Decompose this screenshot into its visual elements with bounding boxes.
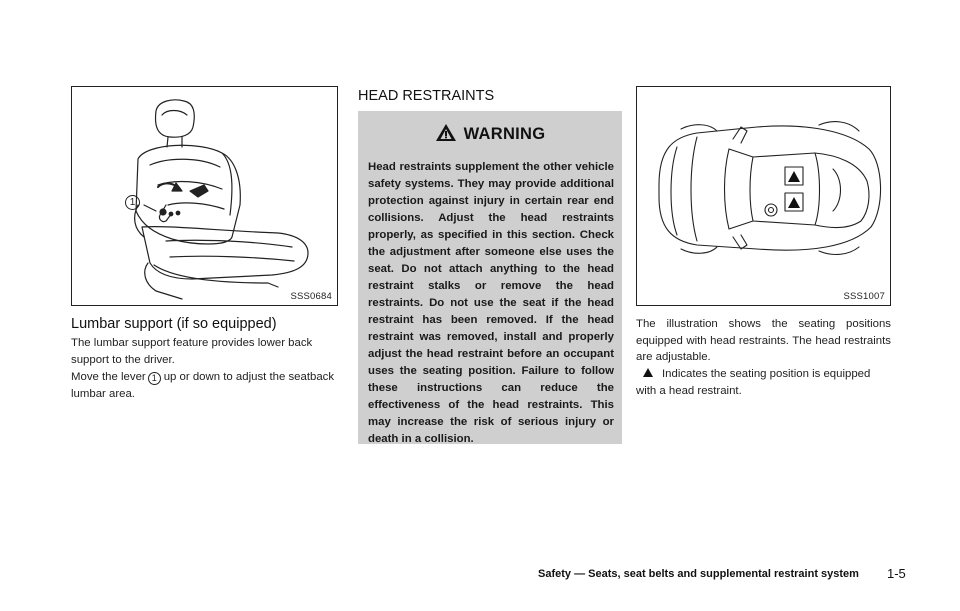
indicator-text: Indicates the seating position is equipped with a head restraint. — [636, 368, 871, 397]
callout-1-icon: 1 — [148, 372, 161, 385]
lumbar-paragraph-1: The lumbar support feature provides lower back support to the driver. — [71, 337, 313, 366]
warning-triangle-icon — [435, 123, 457, 142]
warning-text: Head restraints supplement the other vehicle safety systems. They may provide additional protection against injury in certain rear end collisions. Adjust the head restraints properly, as specified in this section. Check the adjustment after someone else uses the seat. Do not attach anything to the head restraint stalks or remove the head restraints. Do not use the seat if the head restraint has been removed. If the head restraint was removed, install and properly adjust the head restraint before an occupant uses the seating position. Failure to follow these instructions can reduce the effectiveness of the head restraints. This may increase the risk of serious injury or death in a collision. — [368, 161, 614, 445]
lumbar-paragraph-2-end: up or down to adjust the seatback lumbar area. — [71, 371, 335, 400]
indicator-paragraph — [636, 366, 891, 399]
seat-figure — [71, 86, 338, 306]
lumbar-paragraph-2 — [71, 369, 339, 402]
figure-code: SSS1007 — [843, 291, 885, 302]
warning-title: WARNING — [463, 125, 546, 143]
seat-illustration — [72, 87, 337, 305]
vehicle-top-view-illustration — [637, 87, 890, 305]
section-heading-lumbar: Lumbar support (if so equipped) — [71, 316, 277, 332]
warning-box — [358, 111, 622, 444]
section-heading-head-restraints: HEAD RESTRAINTS — [358, 88, 495, 104]
illustration-paragraph: The illustration shows the seating positions equipped with head restraints. The head restraints are adjustable. — [636, 318, 891, 364]
seat-indicator-triangle-icon — [643, 368, 653, 377]
footer-section-title: Safety — Seats, seat belts and supplemental restraint system — [538, 568, 859, 580]
vehicle-figure — [636, 86, 891, 306]
figure-code: SSS0684 — [290, 291, 332, 302]
lumbar-paragraph-2-start: Move the lever — [71, 371, 146, 383]
callout-1-marker: 1 — [125, 195, 140, 210]
warning-title-row — [358, 123, 622, 144]
page-number: 1-5 — [887, 566, 906, 581]
